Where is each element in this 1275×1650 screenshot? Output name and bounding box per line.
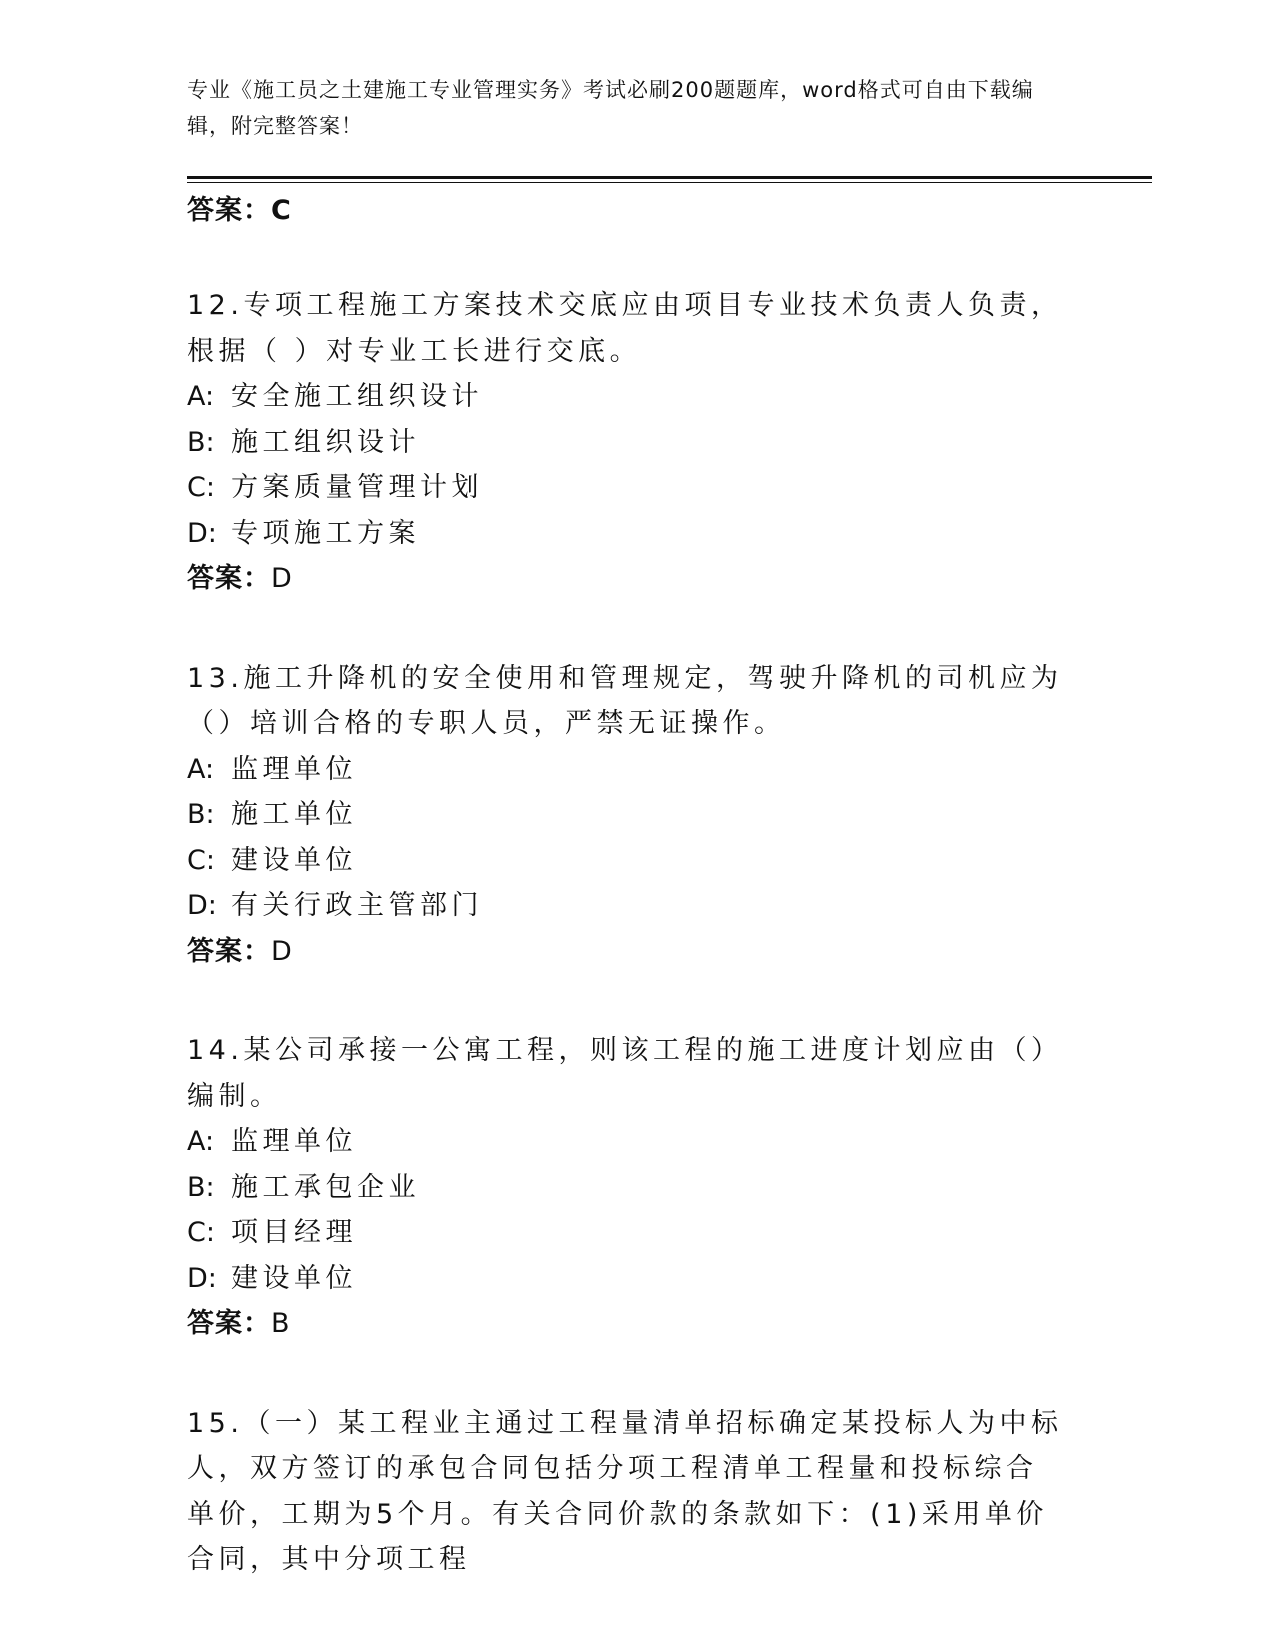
option-text: 施工组织设计 xyxy=(231,426,420,458)
header-rule-thick xyxy=(187,176,1152,179)
spacer xyxy=(187,229,1067,283)
question-stem: 15.（一）某工程业主通过工程量清单招标确定某投标人为中标人，双方签订的承包合同包括分项工程清单工程量和投标综合单价，工期为5个月。有关合同价款的条款如下：(1)采用单价合同，其中分项工程 xyxy=(187,1407,1063,1575)
option-letter: D: xyxy=(187,890,217,921)
question-13 xyxy=(187,656,1067,975)
option-text: 施工承包企业 xyxy=(231,1171,420,1203)
answer-12 xyxy=(187,556,1067,602)
spacer xyxy=(187,1347,1067,1401)
option-letter: B: xyxy=(187,799,215,830)
option-a xyxy=(187,374,1067,420)
answer-label: 答案： xyxy=(187,935,271,967)
option-text: 监理单位 xyxy=(231,753,357,785)
option-d xyxy=(187,511,1067,557)
option-c xyxy=(187,838,1067,884)
document-header: 专业《施工员之土建施工专业管理实务》考试必刷200题题库，word格式可自由下载编辑，附完整答案！ xyxy=(187,78,1034,138)
option-b xyxy=(187,420,1067,466)
option-letter: C: xyxy=(187,472,215,503)
answer-label: 答案： xyxy=(187,1308,271,1339)
question-15 xyxy=(187,1401,1067,1583)
question-stem: 14.某公司承接一公寓工程，则该工程的施工进度计划应由（）编制。 xyxy=(187,1035,1063,1112)
answer-value: B xyxy=(271,1308,291,1339)
option-text: 方案质量管理计划 xyxy=(231,472,483,503)
question-14 xyxy=(187,1028,1067,1347)
answer-11: 答案：C xyxy=(187,195,292,226)
option-text: 有关行政主管部门 xyxy=(231,890,483,921)
option-text: 建设单位 xyxy=(231,1262,357,1294)
option-letter: B: xyxy=(187,1171,215,1203)
answer-value: D xyxy=(271,935,293,967)
option-b xyxy=(187,1165,1067,1211)
option-letter: C: xyxy=(187,844,215,876)
option-letter: B: xyxy=(187,426,215,458)
option-b xyxy=(187,792,1067,838)
option-c xyxy=(187,1210,1067,1256)
option-text: 专项施工方案 xyxy=(231,517,420,549)
option-text: 监理单位 xyxy=(231,1126,357,1157)
option-letter: A: xyxy=(187,1126,215,1157)
option-a xyxy=(187,747,1067,793)
option-a xyxy=(187,1119,1067,1165)
option-d xyxy=(187,883,1067,929)
option-d xyxy=(187,1256,1067,1302)
answer-13 xyxy=(187,929,1067,975)
answer-value: D xyxy=(271,563,293,594)
option-letter: D: xyxy=(187,517,217,549)
answer-label: 答案： xyxy=(187,563,271,594)
header-rule-thin xyxy=(187,182,1152,183)
spacer xyxy=(187,974,1067,1028)
question-stem: 12.专项工程施工方案技术交底应由项目专业技术负责人负责，根据（ ）对专业工长进行交底。 xyxy=(187,290,1063,367)
option-text: 项目经理 xyxy=(231,1217,357,1248)
option-text: 施工单位 xyxy=(231,799,357,830)
option-text: 安全施工组织设计 xyxy=(231,381,483,412)
question-12 xyxy=(187,283,1067,602)
option-letter: A: xyxy=(187,381,215,412)
document-body xyxy=(187,193,1067,1583)
option-c xyxy=(187,465,1067,511)
option-text: 建设单位 xyxy=(231,844,357,876)
answer-14 xyxy=(187,1301,1067,1347)
option-letter: D: xyxy=(187,1262,217,1294)
spacer xyxy=(187,602,1067,656)
option-letter: C: xyxy=(187,1217,215,1248)
question-stem: 13.施工升降机的安全使用和管理规定，驾驶升降机的司机应为（）培训合格的专职人员，严禁无证操作。 xyxy=(187,662,1063,739)
option-letter: A: xyxy=(187,753,215,785)
